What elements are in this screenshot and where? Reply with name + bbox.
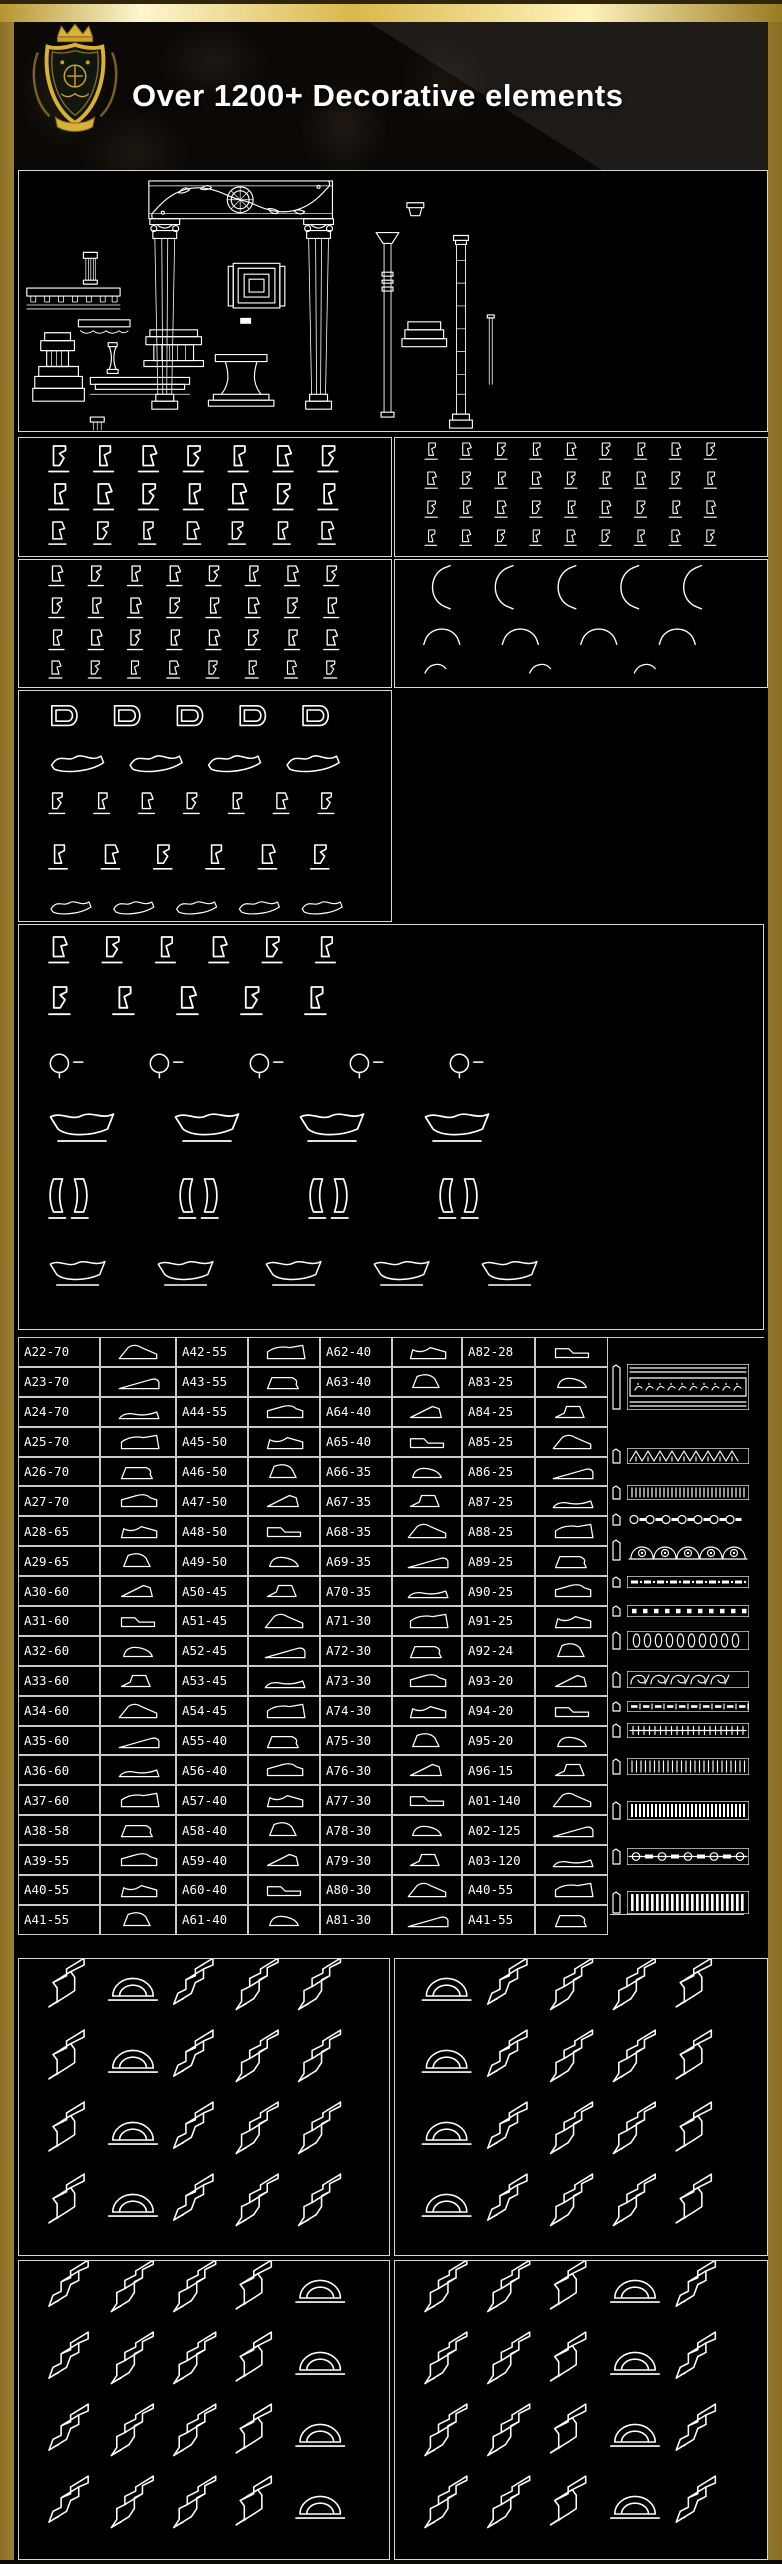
- strip-bar-dash-band: [612, 1701, 749, 1712]
- center-panel: [228, 263, 285, 308]
- table-cell-profile: [392, 1785, 462, 1815]
- table-cell-profile: [392, 1905, 462, 1935]
- fluted-capital-left: [83, 252, 97, 284]
- table-cell-profile: [535, 1546, 608, 1576]
- table-cell-code: A84-25: [462, 1397, 535, 1427]
- table-cell-profile: [392, 1337, 462, 1367]
- table-cell-profile: [248, 1427, 320, 1457]
- table-cell-code: A89-25: [462, 1546, 535, 1576]
- table-cell-code: A27-70: [18, 1486, 100, 1516]
- strip-area-bottom-line: [610, 1914, 744, 1915]
- table-cell-code: A39-55: [18, 1845, 100, 1875]
- table-cell-code: A90-25: [462, 1576, 535, 1606]
- panel-molding-profiles: [18, 690, 392, 922]
- table-cell-profile: [100, 1845, 176, 1875]
- table-cell-code: A80-30: [320, 1875, 392, 1905]
- strip-dash-dot-band: [612, 1576, 749, 1588]
- table-cell-profile: [100, 1457, 176, 1487]
- table-cell-code: A82-28: [462, 1337, 535, 1367]
- panel-3d-moldings-2: [394, 1958, 768, 2256]
- table-cell-code: A46-50: [176, 1457, 248, 1487]
- table-cell-code: A35-60: [18, 1726, 100, 1756]
- stepped-base: [402, 322, 447, 347]
- table-cell-profile: [248, 1546, 320, 1576]
- table-cell-profile: [100, 1516, 176, 1546]
- gold-top-band: [0, 0, 782, 22]
- table-cell-code: A86-25: [462, 1457, 535, 1487]
- table-cell-profile: [248, 1905, 320, 1935]
- table-cell-code: A40-55: [462, 1875, 535, 1905]
- table-cell-profile: [100, 1397, 176, 1427]
- decorative-strip-column: [608, 1337, 764, 1936]
- table-cell-code: A94-20: [462, 1696, 535, 1726]
- table-cell-profile: [248, 1576, 320, 1606]
- table-cell-profile: [248, 1486, 320, 1516]
- pedestal-stack-left: [33, 333, 85, 401]
- corinthian-column-right: [304, 219, 334, 410]
- r4-glyphs: [19, 925, 763, 1329]
- table-cell-code: A63-40: [320, 1367, 392, 1397]
- center-pedestal: [208, 355, 273, 407]
- table-cell-profile: [535, 1755, 608, 1785]
- small-capital-top-right: [407, 203, 424, 216]
- table-cell-code: A36-60: [18, 1755, 100, 1785]
- table-cell-profile: [392, 1845, 462, 1875]
- table-cell-profile: [100, 1815, 176, 1845]
- table-cell-profile: [535, 1815, 608, 1845]
- panel-curved-brackets: [394, 559, 768, 688]
- table-cell-profile: [100, 1427, 176, 1457]
- table-cell-code: A87-25: [462, 1486, 535, 1516]
- table-cell-code: A42-55: [176, 1337, 248, 1367]
- strip-meander-band: [612, 1723, 749, 1738]
- table-cell-profile: [392, 1397, 462, 1427]
- table-cell-code: A73-30: [320, 1666, 392, 1696]
- table-cell-code: A71-30: [320, 1606, 392, 1636]
- table-cell-profile: [248, 1845, 320, 1875]
- table-cell-code: A23-70: [18, 1367, 100, 1397]
- table-cell-code: A93-20: [462, 1666, 535, 1696]
- strip-egg-ovals: [612, 1631, 749, 1650]
- strip-dense-flutes: [612, 1801, 749, 1820]
- table-cell-code: A32-60: [18, 1636, 100, 1666]
- table-cell-profile: [392, 1576, 462, 1606]
- table-cell-profile: [248, 1457, 320, 1487]
- table-cell-code: A54-45: [176, 1696, 248, 1726]
- table-cell-profile: [248, 1397, 320, 1427]
- scalloped-molding: [78, 320, 130, 333]
- table-cell-code: A33-60: [18, 1666, 100, 1696]
- table-cell-profile: [100, 1666, 176, 1696]
- table-cell-code: A26-70: [18, 1457, 100, 1487]
- table-cell-profile: [248, 1337, 320, 1367]
- table-cell-code: A25-70: [18, 1427, 100, 1457]
- dentil-cornice: [27, 288, 120, 309]
- royal-crest-logo-icon: [28, 22, 122, 138]
- panel-3d-moldings-3: [18, 2260, 390, 2560]
- table-cell-code: A68-35: [320, 1516, 392, 1546]
- table-cell-code: A48-50: [176, 1516, 248, 1546]
- table-cell-profile: [392, 1486, 462, 1516]
- table-cell-code: A64-40: [320, 1397, 392, 1427]
- table-cell-profile: [535, 1337, 608, 1367]
- table-cell-code: A57-40: [176, 1785, 248, 1815]
- panel-3d-moldings-4: [394, 2260, 768, 2560]
- table-cell-code: A81-30: [320, 1905, 392, 1935]
- r2l-glyphs: [19, 560, 391, 687]
- panel-3d-moldings-1: [18, 1958, 390, 2256]
- table-cell-profile: [100, 1785, 176, 1815]
- egyptian-column: [376, 233, 399, 418]
- table-cell-code: A01-140: [462, 1785, 535, 1815]
- page-title: Over 1200+ Decorative elements: [132, 78, 624, 113]
- table-cell-profile: [535, 1457, 608, 1487]
- table-cell-profile: [392, 1726, 462, 1756]
- table-cell-code: A70-35: [320, 1576, 392, 1606]
- table-cell-profile: [392, 1636, 462, 1666]
- small-capital-bottom: [90, 417, 104, 430]
- table-cell-profile: [535, 1486, 608, 1516]
- table-cell-code: A29-65: [18, 1546, 100, 1576]
- table-cell-code: A03-120: [462, 1845, 535, 1875]
- panel-corbel-profiles-2: [18, 559, 392, 688]
- table-cell-code: A76-30: [320, 1755, 392, 1785]
- table-cell-code: A72-30: [320, 1636, 392, 1666]
- baluster: [107, 343, 118, 374]
- table-cell-code: A67-35: [320, 1486, 392, 1516]
- table-cell-profile: [392, 1696, 462, 1726]
- strip-bead-chain: [612, 1848, 749, 1865]
- table-cell-profile: [392, 1755, 462, 1785]
- b2r-glyphs: [395, 2261, 767, 2559]
- table-cell-profile: [100, 1576, 176, 1606]
- table-cell-profile: [535, 1696, 608, 1726]
- table-cell-profile: [392, 1546, 462, 1576]
- table-cell-code: A28-65: [18, 1516, 100, 1546]
- table-cell-code: A58-40: [176, 1815, 248, 1845]
- table-cell-profile: [248, 1696, 320, 1726]
- table-cell-profile: [100, 1875, 176, 1905]
- table-cell-code: A69-35: [320, 1546, 392, 1576]
- table-cell-profile: [100, 1367, 176, 1397]
- strip-arched-shells: [612, 1539, 749, 1561]
- table-cell-code: A44-55: [176, 1397, 248, 1427]
- table-cell-profile: [392, 1457, 462, 1487]
- table-cell-profile: [392, 1516, 462, 1546]
- table-cell-code: A65-40: [320, 1427, 392, 1457]
- table-cell-code: A49-50: [176, 1546, 248, 1576]
- table-cell-profile: [535, 1845, 608, 1875]
- strip-crown-cornice: [612, 1364, 749, 1410]
- table-cell-profile: [535, 1427, 608, 1457]
- table-cell-profile: [535, 1367, 608, 1397]
- corinthian-column-left: [150, 219, 180, 410]
- table-cell-profile: [100, 1546, 176, 1576]
- table-cell-code: A78-30: [320, 1815, 392, 1845]
- table-cell-profile: [535, 1516, 608, 1546]
- frieze: [149, 181, 333, 219]
- pedestal-cap: [144, 330, 204, 367]
- table-cell-profile: [248, 1875, 320, 1905]
- table-cell-profile: [248, 1367, 320, 1397]
- table-cell-profile: [392, 1367, 462, 1397]
- r1l-glyphs: [19, 438, 391, 556]
- table-cell-profile: [535, 1905, 608, 1935]
- catalog-canvas: [14, 22, 768, 2560]
- table-cell-code: A53-45: [176, 1666, 248, 1696]
- table-cell-code: A74-30: [320, 1696, 392, 1726]
- table-cell-profile: [535, 1726, 608, 1756]
- table-cell-code: A40-55: [18, 1875, 100, 1905]
- table-cell-profile: [535, 1875, 608, 1905]
- table-cell-profile: [100, 1726, 176, 1756]
- table-cell-code: A79-30: [320, 1845, 392, 1875]
- header: [14, 22, 768, 170]
- table-cell-code: A50-45: [176, 1576, 248, 1606]
- table-cell-profile: [392, 1606, 462, 1636]
- table-cell-code: A88-25: [462, 1516, 535, 1546]
- table-cell-code: A66-35: [320, 1457, 392, 1487]
- table-cell-code: A51-45: [176, 1606, 248, 1636]
- table-cell-code: A92-24: [462, 1636, 535, 1666]
- banded-column: [450, 236, 473, 429]
- table-cell-profile: [248, 1636, 320, 1666]
- table-cell-code: A55-40: [176, 1726, 248, 1756]
- table-cell-code: A61-40: [176, 1905, 248, 1935]
- table-cell-profile: [535, 1606, 608, 1636]
- strip-dentil-ticks: [612, 1485, 749, 1500]
- table-cell-code: A59-40: [176, 1845, 248, 1875]
- table-cell-code: A37-60: [18, 1785, 100, 1815]
- table-cell-profile: [248, 1516, 320, 1546]
- panel-ornament-profiles: [18, 924, 764, 1330]
- table-cell-code: A56-40: [176, 1755, 248, 1785]
- r3-glyphs: [19, 691, 391, 921]
- table-cell-profile: [535, 1636, 608, 1666]
- table-cell-code: A41-55: [18, 1905, 100, 1935]
- table-cell-code: A02-125: [462, 1815, 535, 1845]
- table-cell-profile: [100, 1606, 176, 1636]
- table-cell-code: A75-30: [320, 1726, 392, 1756]
- table-cell-profile: [392, 1875, 462, 1905]
- table-cell-code: A31-60: [18, 1606, 100, 1636]
- b1l-glyphs: [19, 1959, 389, 2255]
- panel-small-brackets: [394, 437, 768, 557]
- table-cell-code: A38-58: [18, 1815, 100, 1845]
- table-cell-profile: [100, 1755, 176, 1785]
- profile-code-table: [18, 1337, 608, 1935]
- strip-vertical-bars: [612, 1891, 749, 1914]
- thin-rod: [487, 315, 494, 384]
- table-cell-profile: [248, 1785, 320, 1815]
- table-cell-code: A77-30: [320, 1785, 392, 1815]
- b2l-glyphs: [19, 2261, 389, 2559]
- table-cell-profile: [100, 1337, 176, 1367]
- strip-flute-lines: [612, 1758, 749, 1775]
- table-cell-code: A47-50: [176, 1486, 248, 1516]
- table-cell-code: A45-50: [176, 1427, 248, 1457]
- table-cell-code: A83-25: [462, 1367, 535, 1397]
- architectural-elements-drawing: [19, 171, 767, 431]
- table-cell-code: A30-60: [18, 1576, 100, 1606]
- strip-chevron-zigzag: [612, 1448, 749, 1464]
- strip-square-beads: [612, 1605, 749, 1617]
- r1r-glyphs: [395, 438, 767, 556]
- table-cell-profile: [248, 1726, 320, 1756]
- table-cell-code: A96-15: [462, 1755, 535, 1785]
- table-cell-profile: [535, 1397, 608, 1427]
- table-cell-profile: [248, 1666, 320, 1696]
- table-cell-code: A60-40: [176, 1875, 248, 1905]
- table-cell-code: A95-20: [462, 1726, 535, 1756]
- table-cell-profile: [248, 1606, 320, 1636]
- r2r-glyphs: [395, 560, 767, 687]
- table-cell-code: A41-55: [462, 1905, 535, 1935]
- table-cell-profile: [392, 1666, 462, 1696]
- table-cell-code: A43-55: [176, 1367, 248, 1397]
- strip-bead-and-reel: [612, 1513, 749, 1526]
- panel-corbel-profiles-1: [18, 437, 392, 557]
- small-block: [240, 318, 251, 324]
- table-cell-profile: [100, 1636, 176, 1666]
- table-cell-profile: [535, 1785, 608, 1815]
- table-cell-profile: [535, 1576, 608, 1606]
- table-cell-code: A91-25: [462, 1606, 535, 1636]
- wide-molding: [90, 377, 189, 394]
- table-cell-profile: [100, 1696, 176, 1726]
- table-cell-code: A34-60: [18, 1696, 100, 1726]
- table-cell-profile: [392, 1427, 462, 1457]
- table-cell-code: A52-45: [176, 1636, 248, 1666]
- table-cell-code: A22-70: [18, 1337, 100, 1367]
- table-cell-profile: [248, 1815, 320, 1845]
- table-cell-code: A24-70: [18, 1397, 100, 1427]
- table-cell-profile: [100, 1486, 176, 1516]
- table-cell-profile: [248, 1755, 320, 1785]
- table-cell-profile: [100, 1905, 176, 1935]
- strip-vitruvian-wave: [612, 1671, 749, 1688]
- table-cell-code: A62-40: [320, 1337, 392, 1367]
- panel-architectural-elements: [18, 170, 768, 432]
- table-cell-profile: [392, 1815, 462, 1845]
- table-cell-profile: [535, 1666, 608, 1696]
- b1r-glyphs: [395, 1959, 767, 2255]
- table-cell-code: A85-25: [462, 1427, 535, 1457]
